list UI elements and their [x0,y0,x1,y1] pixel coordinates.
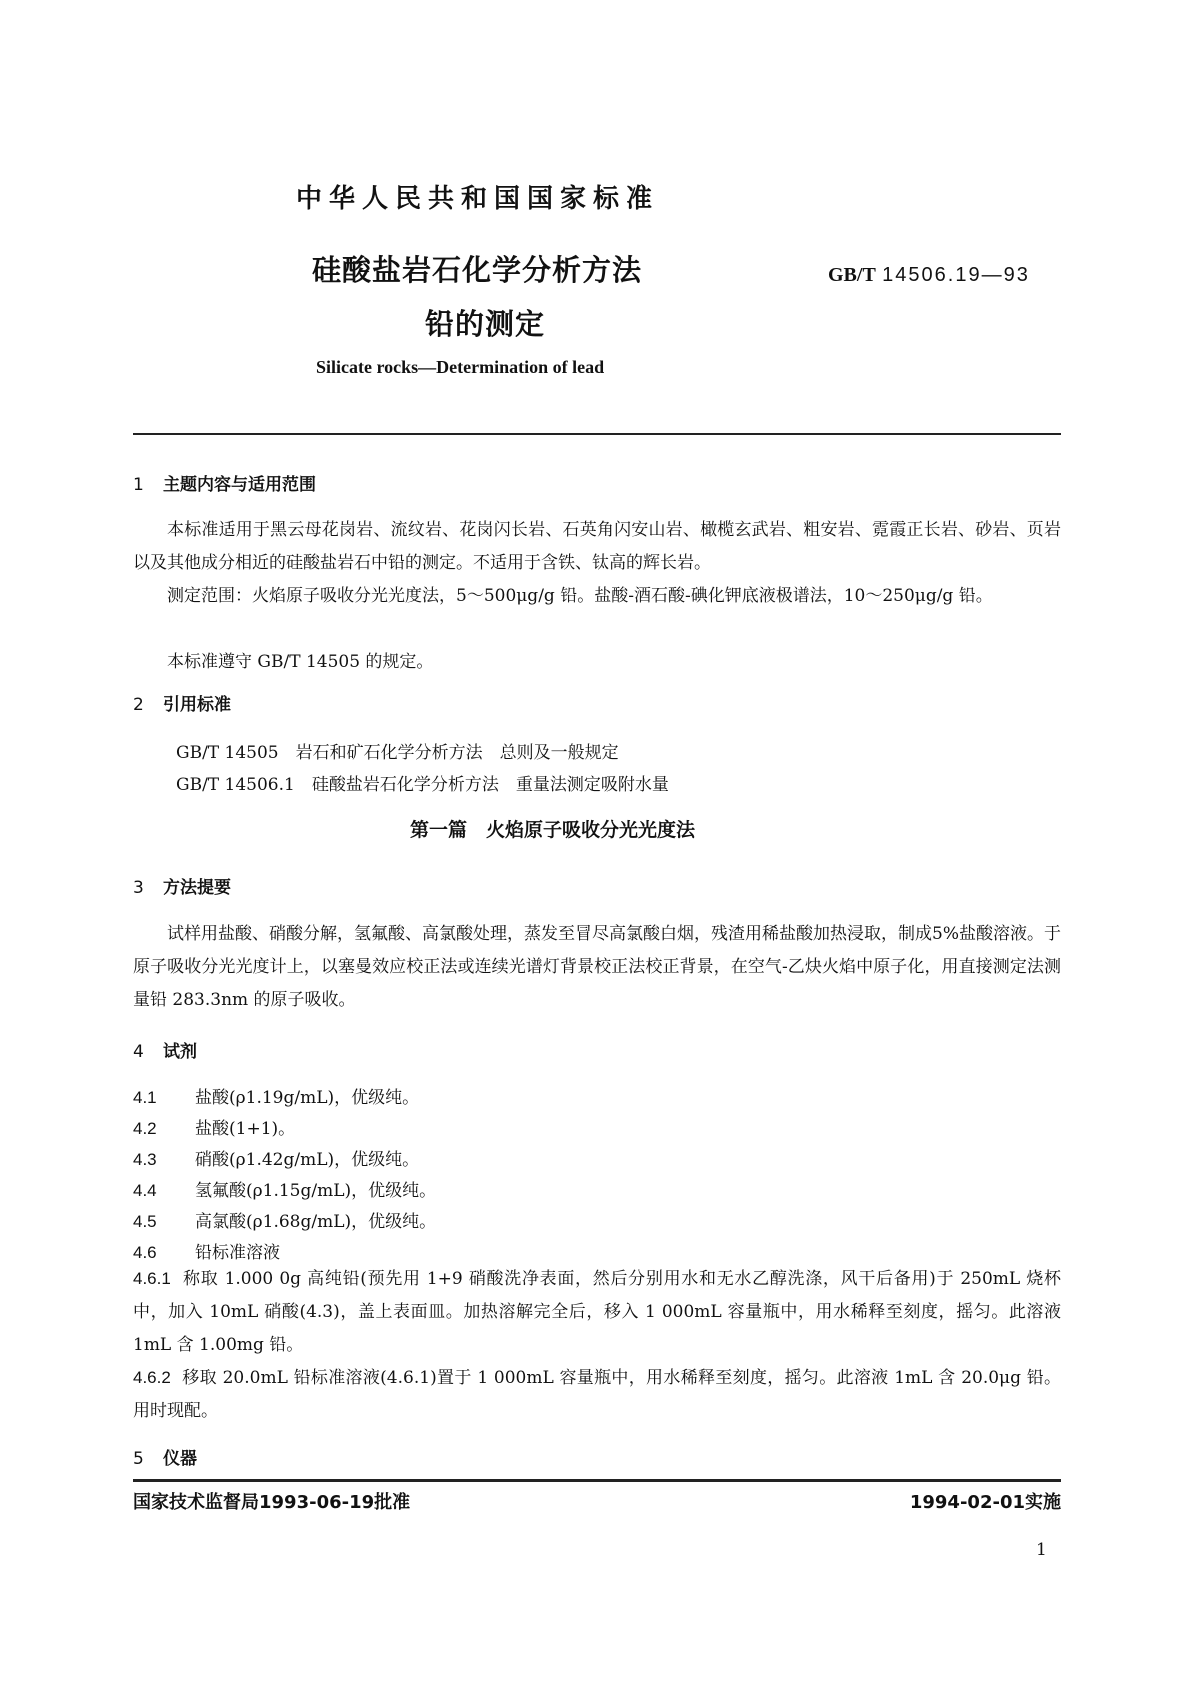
reagent-item: 4.5 高氯酸(ρ1.68g/mL)，优级纯。 [133,1212,437,1232]
reagent-item: 4.6 铅标准溶液 [133,1243,280,1263]
part-1-heading: 第一篇 火焰原子吸收分光光度法 [410,819,696,841]
implementation-date: 1994-02-01实施 [909,1492,1061,1513]
section-2-heading: 2 引用标准 [133,695,231,715]
reagent-item: 4.1 盐酸(ρ1.19g/mL)，优级纯。 [133,1088,420,1108]
national-standard-heading: 中华人民共和国国家标准 [296,184,660,214]
document-subtitle: 铅的测定 [425,307,546,341]
header-divider [133,433,1061,435]
english-title: Silicate rocks—Determination of lead [316,357,605,377]
reference-item: GB/T 14505 岩石和矿石化学分析方法 总则及一般规定 [176,743,619,763]
reagent-subitem-4-6-2: 4.6.2 移取 20.0mL 铅标准溶液(4.6.1)置于 1 000mL 容量瓶中，用水稀释至刻度，摇匀。此溶液 1mL 含 20.0μg 铅。用时现配。 [133,1368,1062,1421]
standard-code: 14506.19—93 [882,264,1030,286]
section-4-heading: 4 试剂 [133,1042,197,1062]
reference-item: GB/T 14506.1 硅酸盐岩石化学分析方法 重量法测定吸附水量 [176,775,669,795]
standard-prefix: GB/T [828,264,876,286]
document-title: 硅酸盐岩石化学分析方法 [312,253,643,287]
reagent-item: 4.4 氢氟酸(ρ1.15g/mL)，优级纯。 [133,1181,437,1201]
section-1-heading: 1 主题内容与适用范围 [133,475,316,495]
section-1-paragraph-3: 本标准遵守 GB/T 14505 的规定。 [167,652,434,672]
section-1-paragraph-2: 测定范围：火焰原子吸收分光光度法，5～500μg/g 铅。盐酸-酒石酸-碘化钾底液极谱法，10～250μg/g 铅。 [167,586,993,606]
reagent-subitem-4-6-1: 4.6.1 称取 1.000 0g 高纯铅(预先用 1+9 硝酸洗净表面，然后分别用水和无水乙醇洗涤，风干后备用)于 250mL 烧杯中，加入 10mL 硝酸(4.3)，盖上表面皿。加热溶解完全后，移入 1 000mL 容量瓶中，用水稀释至刻度，摇匀。此溶液 1mL 含 1.00mg 铅。 [133,1269,1061,1355]
footer-divider [133,1479,1061,1482]
standard-number [828,262,1030,287]
approval-date: 国家技术监督局1993-06-19批准 [133,1492,411,1513]
section-3-heading: 3 方法提要 [133,878,231,898]
page-number: 1 [1036,1540,1047,1560]
section-5-heading: 5 仪器 [133,1449,197,1469]
section-1-paragraph-1: 本标准适用于黑云母花岗岩、流纹岩、花岗闪长岩、石英角闪安山岩、橄榄玄武岩、粗安岩、霓霞正长岩、砂岩、页岩以及其他成分相近的硅酸盐岩石中铅的测定。不适用于含铁、钛高的辉长岩。 [133,520,1061,573]
reagent-item: 4.2 盐酸(1+1)。 [133,1119,296,1139]
reagent-item: 4.3 硝酸(ρ1.42g/mL)，优级纯。 [133,1150,420,1170]
section-3-paragraph: 试样用盐酸、硝酸分解，氢氟酸、高氯酸处理，蒸发至冒尽高氯酸白烟，残渣用稀盐酸加热浸取，制成5%盐酸溶液。于原子吸收分光光度计上，以塞曼效应校正法或连续光谱灯背景校正法校正背景，在空气-乙炔火焰中原子化，用直接测定法测量铅 283.3nm 的原子吸收。 [133,924,1061,1010]
